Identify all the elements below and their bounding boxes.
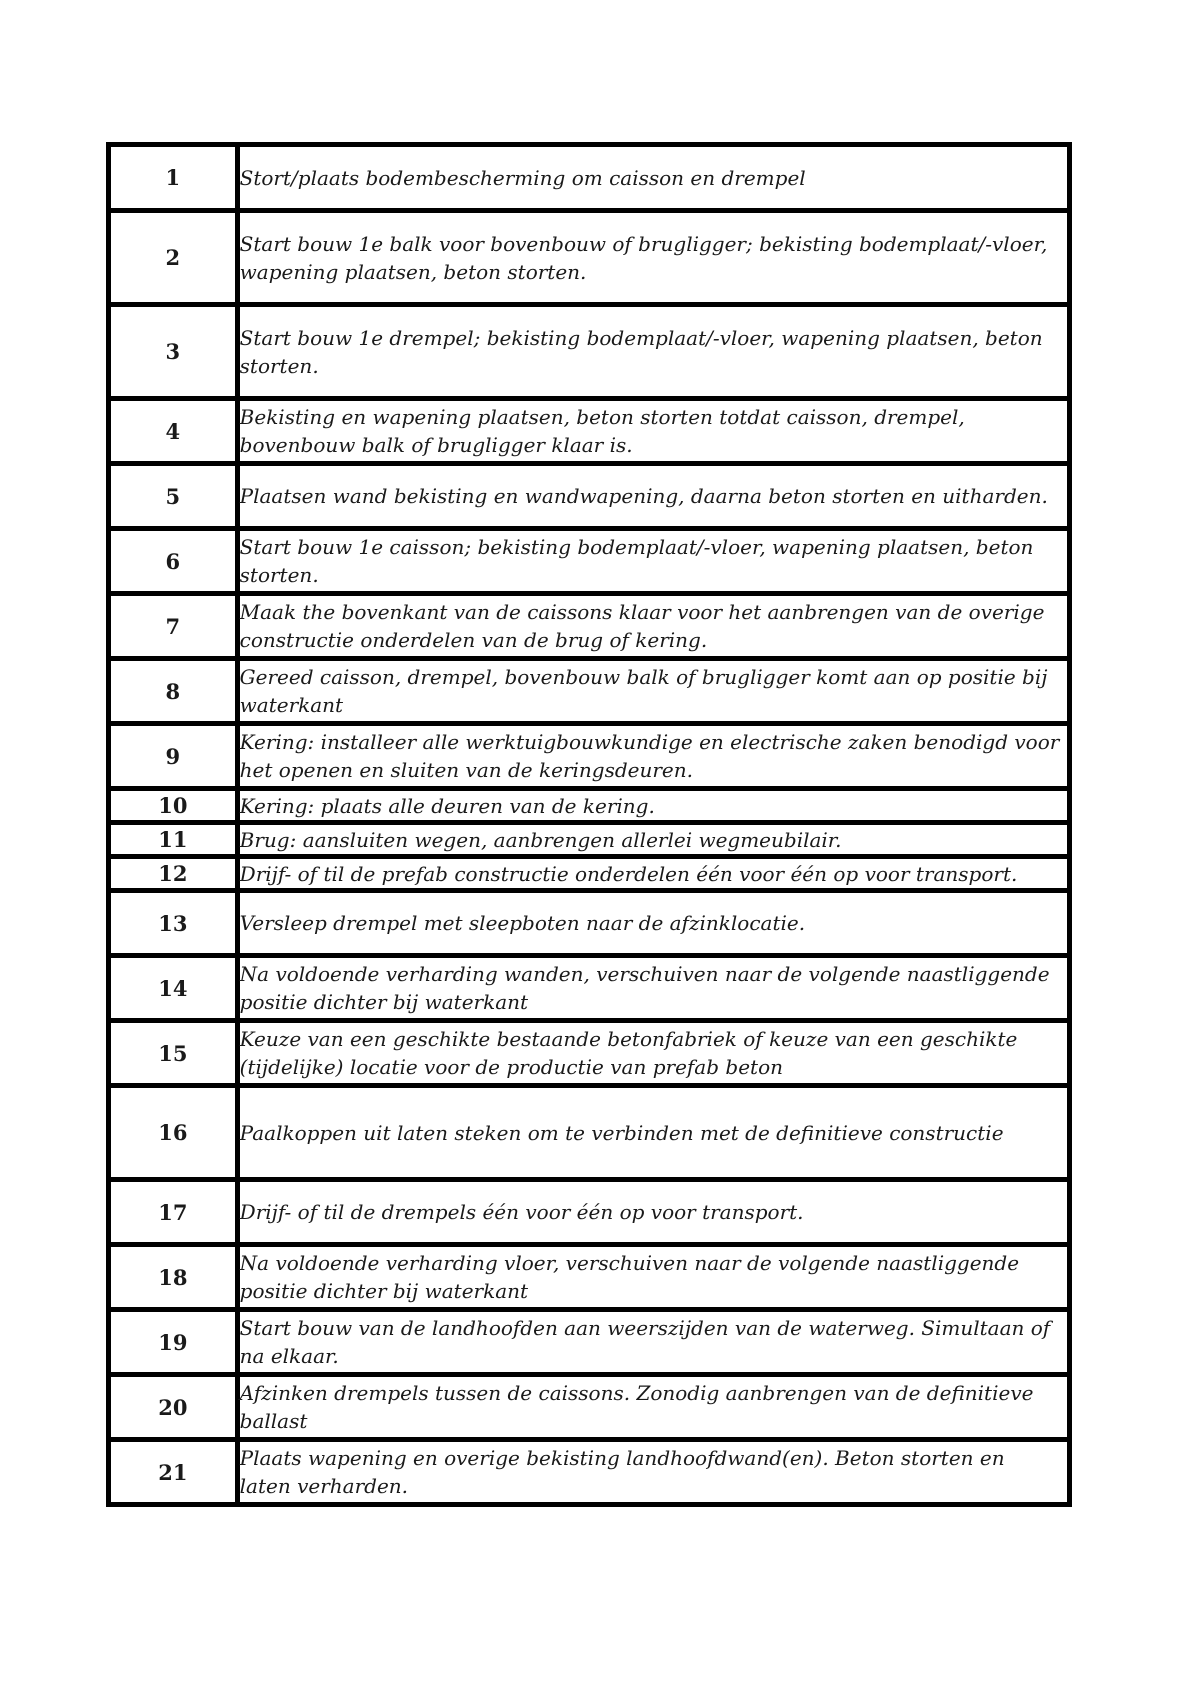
table-row — [109, 1021, 1070, 1086]
step-description: Start bouw 1e balk voor bovenbouw of brugligger; bekisting bodemplaat/-vloer, wapening plaatsen, beton storten. — [237, 211, 1069, 305]
table-row — [109, 1310, 1070, 1375]
table-row — [109, 891, 1070, 956]
step-number: 14 — [109, 956, 238, 1021]
step-number: 13 — [109, 891, 238, 956]
step-number: 16 — [109, 1086, 238, 1180]
step-number: 4 — [109, 399, 238, 464]
step-description: Plaats wapening en overige bekisting landhoofdwand(en). Beton storten en laten verharden. — [237, 1440, 1069, 1505]
step-number: 15 — [109, 1021, 238, 1086]
step-description: Versleep drempel met sleepboten naar de afzinklocatie. — [237, 891, 1069, 956]
step-number: 7 — [109, 594, 238, 659]
step-description: Drijf- of til de drempels één voor één op voor transport. — [237, 1180, 1069, 1245]
step-number: 11 — [109, 823, 238, 857]
step-description: Kering: installeer alle werktuigbouwkundige en electrische zaken benodigd voor het openen en sluiten van de keringsdeuren. — [237, 724, 1069, 789]
step-description: Plaatsen wand bekisting en wandwapening, daarna beton storten en uitharden. — [237, 464, 1069, 529]
step-number: 9 — [109, 724, 238, 789]
step-description: Start bouw van de landhoofden aan weerszijden van de waterweg. Simultaan of na elkaar. — [237, 1310, 1069, 1375]
table-row — [109, 1086, 1070, 1180]
step-number: 6 — [109, 529, 238, 594]
step-number: 1 — [109, 145, 238, 211]
step-number: 3 — [109, 305, 238, 399]
step-number: 10 — [109, 789, 238, 823]
table-row — [109, 1180, 1070, 1245]
table-row — [109, 211, 1070, 305]
table-row — [109, 659, 1070, 724]
table-row — [109, 724, 1070, 789]
table-row — [109, 529, 1070, 594]
step-description: Stort/plaats bodembescherming om caisson en drempel — [237, 145, 1069, 211]
table-row — [109, 399, 1070, 464]
step-description: Start bouw 1e caisson; bekisting bodemplaat/-vloer, wapening plaatsen, beton storten. — [237, 529, 1069, 594]
table-row — [109, 464, 1070, 529]
step-description: Keuze van een geschikte bestaande betonfabriek of keuze van een geschikte (tijdelijke) locatie voor de productie van prefab beton — [237, 1021, 1069, 1086]
step-number: 19 — [109, 1310, 238, 1375]
table-row — [109, 956, 1070, 1021]
table-row — [109, 789, 1070, 823]
step-number: 17 — [109, 1180, 238, 1245]
step-description: Na voldoende verharding wanden, verschuiven naar de volgende naastliggende positie dichter bij waterkant — [237, 956, 1069, 1021]
step-description: Na voldoende verharding vloer, verschuiven naar de volgende naastliggende positie dichter bij waterkant — [237, 1245, 1069, 1310]
step-number: 12 — [109, 857, 238, 891]
step-description: Drijf- of til de prefab constructie onderdelen één voor één op voor transport. — [237, 857, 1069, 891]
step-number: 5 — [109, 464, 238, 529]
step-number: 18 — [109, 1245, 238, 1310]
step-description: Bekisting en wapening plaatsen, beton storten totdat caisson, drempel, bovenbouw balk of brugligger klaar is. — [237, 399, 1069, 464]
table-row — [109, 1245, 1070, 1310]
step-description: Paalkoppen uit laten steken om te verbinden met de definitieve constructie — [237, 1086, 1069, 1180]
table-row — [109, 145, 1070, 211]
table-row — [109, 594, 1070, 659]
step-description: Kering: plaats alle deuren van de kering. — [237, 789, 1069, 823]
step-number: 8 — [109, 659, 238, 724]
table-row — [109, 857, 1070, 891]
step-number: 21 — [109, 1440, 238, 1505]
step-number: 2 — [109, 211, 238, 305]
step-description: Gereed caisson, drempel, bovenbouw balk of brugligger komt aan op positie bij waterkant — [237, 659, 1069, 724]
table-row — [109, 1375, 1070, 1440]
table-row — [109, 305, 1070, 399]
step-description: Afzinken drempels tussen de caissons. Zonodig aanbrengen van de definitieve ballast — [237, 1375, 1069, 1440]
step-number: 20 — [109, 1375, 238, 1440]
steps-table — [106, 142, 1072, 1507]
step-description: Start bouw 1e drempel; bekisting bodemplaat/-vloer, wapening plaatsen, beton storten. — [237, 305, 1069, 399]
table-row — [109, 823, 1070, 857]
step-description: Brug: aansluiten wegen, aanbrengen allerlei wegmeubilair. — [237, 823, 1069, 857]
step-description: Maak the bovenkant van de caissons klaar voor het aanbrengen van de overige constructie onderdelen van de brug of kering. — [237, 594, 1069, 659]
table-row — [109, 1440, 1070, 1505]
